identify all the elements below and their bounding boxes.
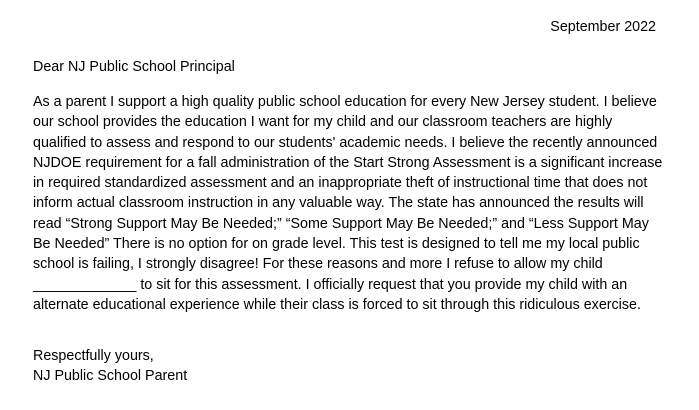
letter-closing: Respectfully yours,: [33, 348, 154, 364]
letter-body: As a parent I support a high quality public school education for every New Jersey student. I believe our school provides the education I want for my child and our classroom teachers are highly qualified to assess and respond to our students' academic needs. I believe the recently announced NJDOE requirement for a fall administration of the Start Strong Assessment is a significant increase in required standardized assessment and an inappropriate theft of instructional time that does not inform actual classroom instruction in any valuable way. The state has announced the results will read “Strong Support May Be Needed;” “Some Support May Be Needed;” and “Less Support May Be Needed” There is no option for on grade level. This test is designed to tell me my local public school is failing, I strongly disagree! For these reasons and more I refuse to allow my child _____________ to sit for this assessment. I officially request that you provide my child with an alternate educational experience while their class is forced to sit through this ridiculous exercise.: [33, 94, 663, 313]
letter-closing-block: [33, 346, 187, 386]
letter-signature: NJ Public School Parent: [33, 368, 188, 384]
letter-date: September 2022: [550, 19, 656, 35]
letter-salutation: Dear NJ Public School Principal: [33, 59, 235, 75]
